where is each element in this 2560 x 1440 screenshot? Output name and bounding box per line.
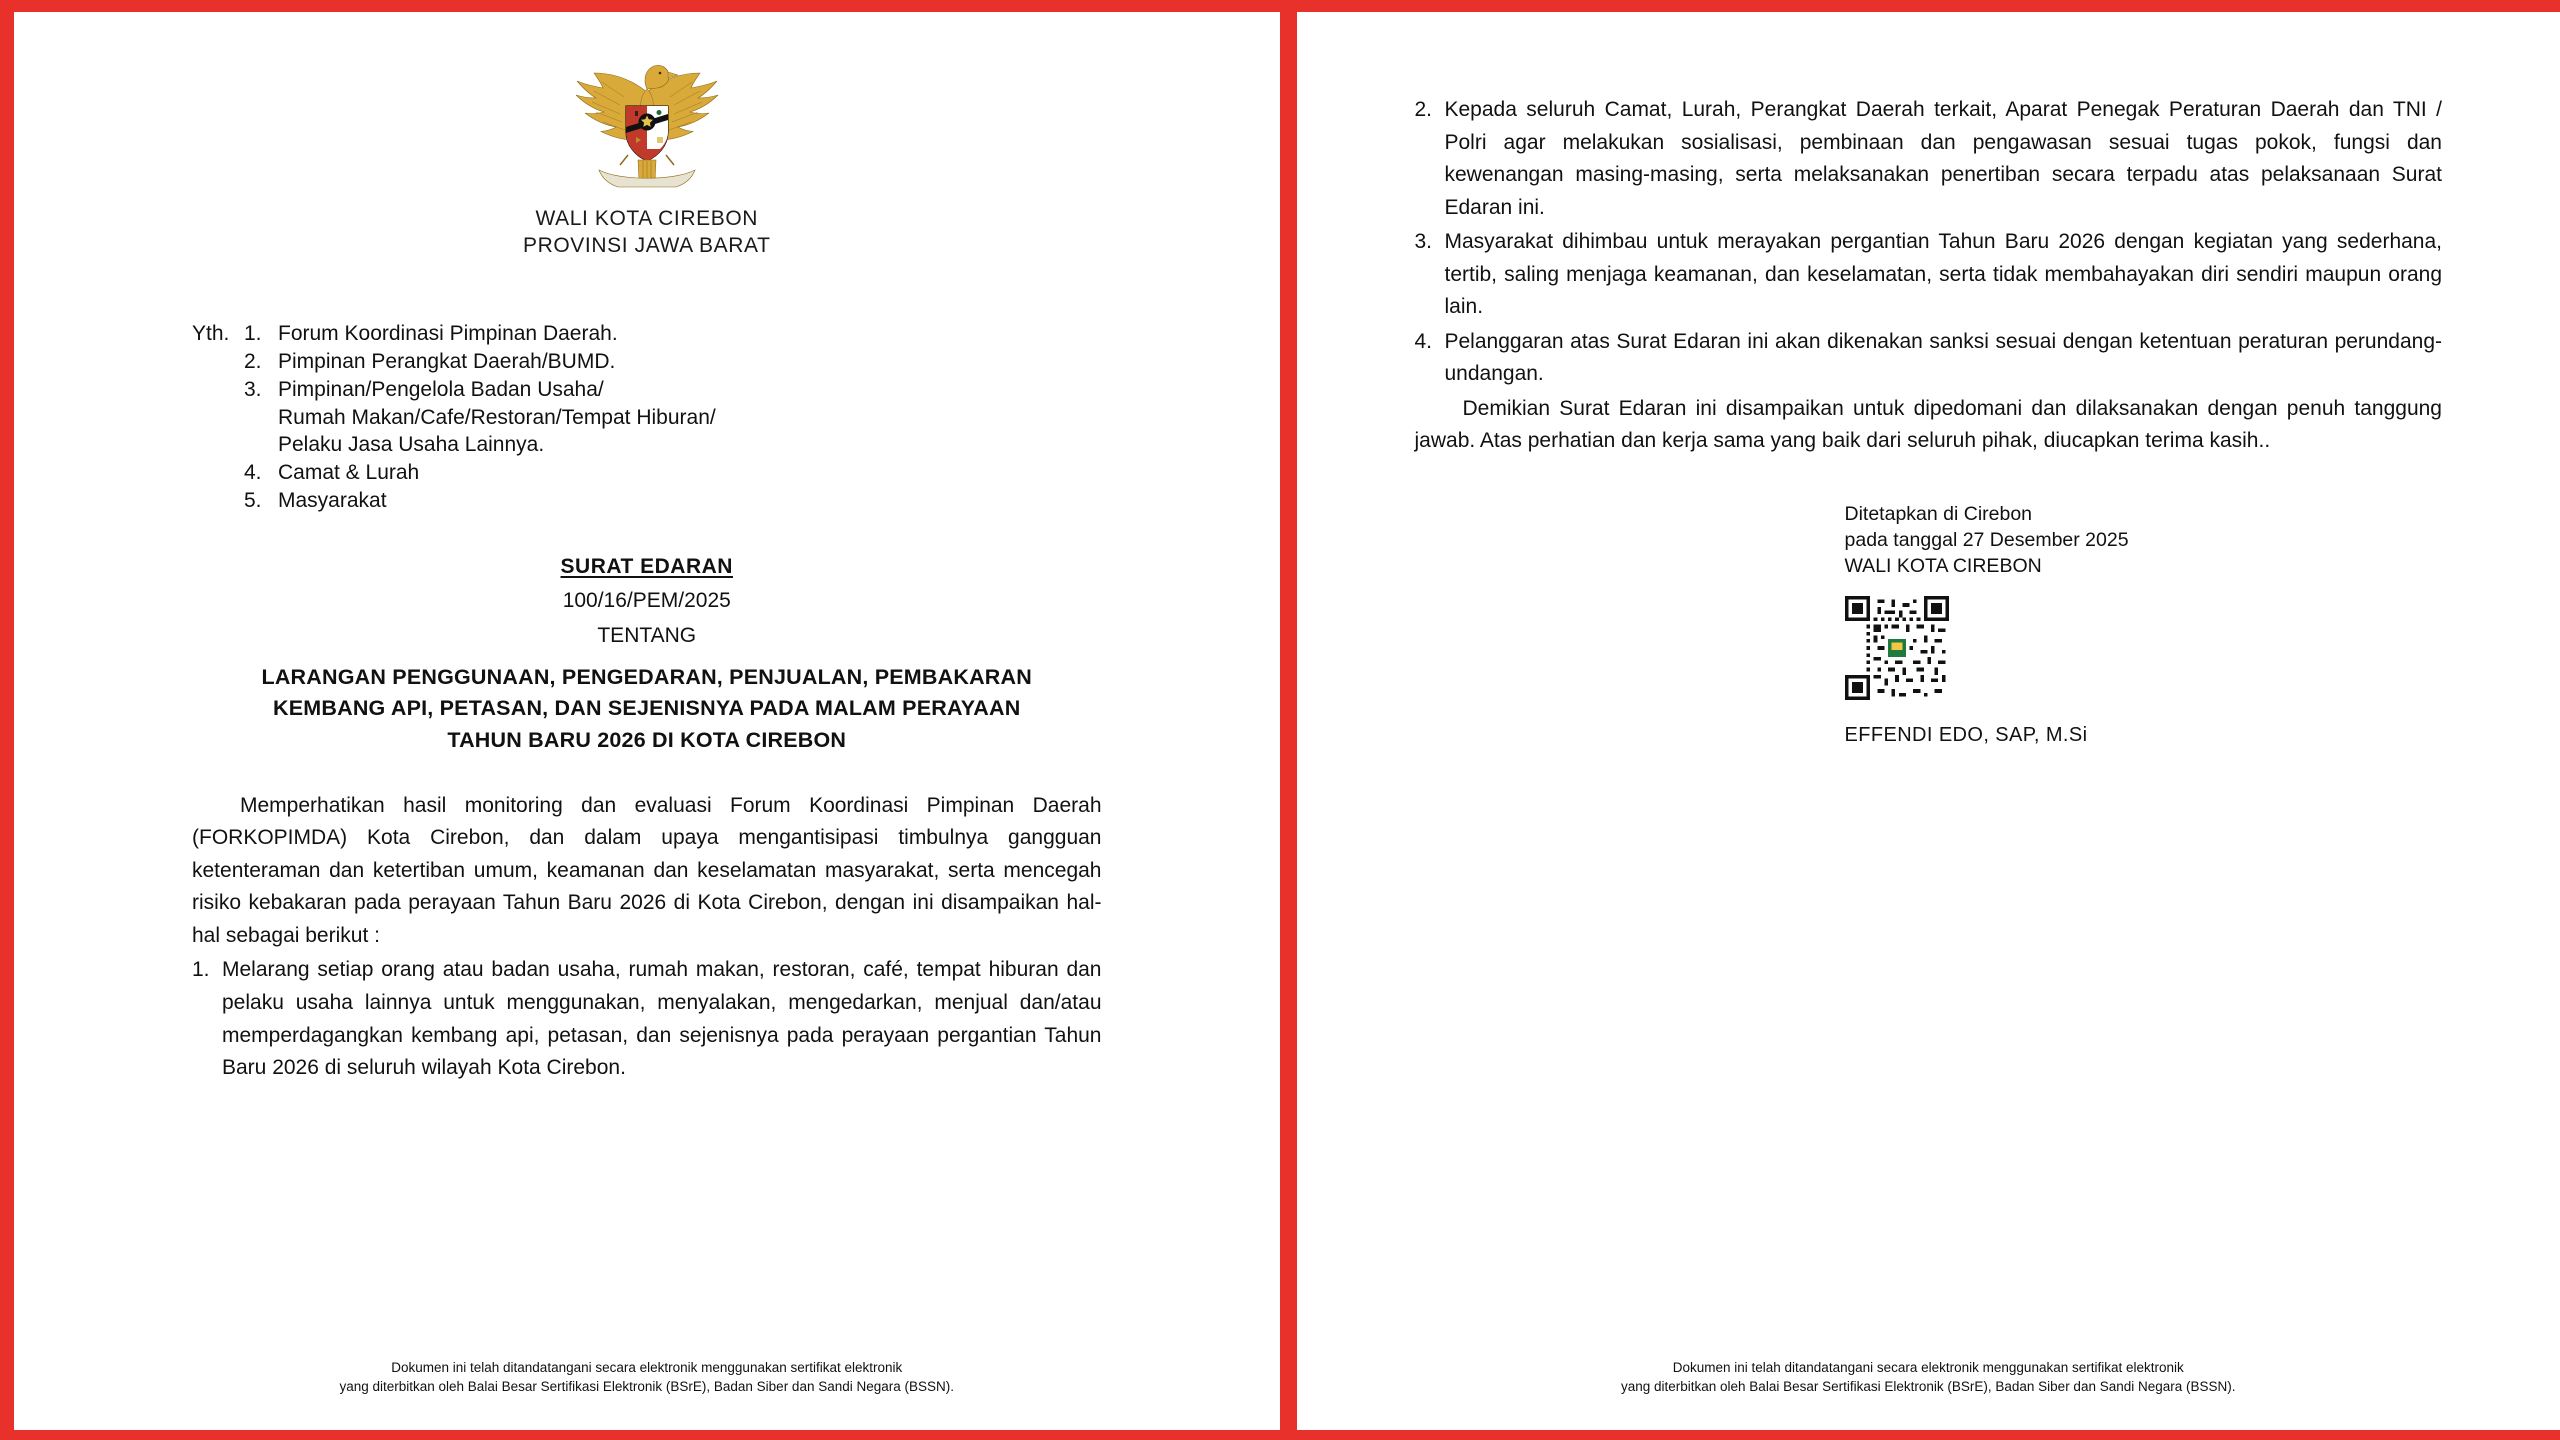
signature-block bbox=[1845, 502, 2443, 748]
subject-line: LARANGAN PENGGUNAAN, PENGEDARAN, PENJUALAN, PEMBAKARAN bbox=[261, 665, 1032, 690]
item-text: Masyarakat dihimbau untuk merayakan pergantian Tahun Baru 2026 dengan kegiatan yang sederhana, tertib, saling menjaga keamanan, dan keselamatan, serta tidak membahayakan diri sendiri maupun orang lain. bbox=[1444, 230, 2442, 319]
qr-code-icon bbox=[1845, 596, 1949, 700]
item-number: 2. bbox=[1414, 98, 1433, 121]
recipient-text bbox=[278, 459, 716, 487]
list-item bbox=[1415, 94, 2443, 224]
list-item bbox=[1415, 326, 2443, 391]
closing-paragraph: Demikian Surat Edaran ini disampaikan untuk dipedomani dan dilaksanakan dengan penuh tanggung jawab. Atas perhatian dan kerja sama yang baik dari seluruh pihak, diucapkan terima kasih.. bbox=[1414, 396, 2442, 453]
recipient-line: Pimpinan Perangkat Daerah/BUMD. bbox=[278, 349, 616, 373]
emblem-container bbox=[14, 62, 1280, 202]
signature-place: Ditetapkan di Cirebon bbox=[1844, 503, 2033, 526]
signature-date: pada tanggal 27 Desember 2025 bbox=[1844, 528, 2129, 551]
document-page-2 bbox=[1297, 12, 2560, 1430]
letterhead-line-1: WALI KOTA CIREBON bbox=[535, 207, 759, 230]
recipient-text bbox=[278, 376, 716, 460]
recipient-text bbox=[278, 320, 716, 348]
list-item bbox=[244, 320, 716, 348]
list-item bbox=[244, 376, 716, 460]
recipient-line: Pelaku Jasa Usaha Lainnya. bbox=[278, 433, 545, 457]
recipient-number: 5. bbox=[244, 489, 262, 513]
recipient-line: Pimpinan/Pengelola Badan Usaha/ bbox=[278, 377, 604, 401]
recipient-number: 1. bbox=[244, 321, 262, 345]
opening-paragraph: Memperhatikan hasil monitoring dan evaluasi Forum Koordinasi Pimpinan Daerah (FORKOPIMDA) Kota Cirebon, dan dalam upaya mengantisipasi timbulnya gangguan ketenteraman dan ketertiban umum, keamanan dan keselamatan masyarakat, serta mencegah risiko kebakaran pada perayaan Tahun Baru 2026 di Kota Cirebon, dengan ini disampaikan hal-hal sebagai berikut : bbox=[192, 793, 1102, 947]
document-body-page-2 bbox=[1415, 94, 2443, 748]
document-title-block bbox=[14, 555, 1280, 756]
document-body-page-1 bbox=[192, 790, 1102, 1085]
footer-line-1: Dokumen ini telah ditandatangani secara elektronik menggunakan sertifikat elektronik bbox=[391, 1359, 903, 1375]
recipient-number: 4. bbox=[244, 461, 262, 485]
garuda-pancasila-emblem-icon bbox=[572, 62, 722, 197]
item-text: Pelanggaran atas Surat Edaran ini akan dikenakan sanksi sesuai dengan ketentuan peraturan perundang-undangan. bbox=[1444, 329, 2442, 386]
footer-line-2: yang diterbitkan oleh Balai Besar Sertifikasi Elektronik (BSrE), Badan Siber dan Sandi Negara (BSSN). bbox=[1620, 1378, 2236, 1394]
document-page-1 bbox=[14, 12, 1280, 1430]
list-item bbox=[244, 487, 716, 515]
item-number: 1. bbox=[192, 958, 210, 982]
signature-office: WALI KOTA CIREBON bbox=[1844, 554, 2042, 577]
recipient-label: Yth. bbox=[192, 321, 230, 345]
document-number: 100/16/PEM/2025 bbox=[562, 589, 731, 613]
electronic-signature-footer bbox=[1297, 1358, 2560, 1396]
item-text: Melarang setiap orang atau badan usaha, rumah makan, restoran, café, tempat hiburan dan pelaku usaha lainnya untuk menggunakan, menyalakan, mengedarkan, menjual dan/atau memperdagangkan kembang api, petasan, dan sejenisnya pada perayaan pergantian Tahun Baru 2026 di seluruh wilayah Kota Cirebon. bbox=[222, 958, 1102, 1080]
recipient-line: Forum Koordinasi Pimpinan Daerah. bbox=[278, 321, 618, 345]
recipient-block bbox=[192, 320, 1280, 515]
letterhead bbox=[14, 206, 1280, 260]
list-item bbox=[244, 459, 716, 487]
subject-line: TAHUN BARU 2026 DI KOTA CIREBON bbox=[447, 727, 847, 752]
recipient-number: 3. bbox=[244, 377, 262, 401]
page-title: SURAT EDARAN bbox=[560, 555, 733, 579]
subject-line: KEMBANG API, PETASAN, DAN SEJENISNYA PADA MALAM PERAYAAN bbox=[273, 696, 1021, 721]
footer-line-1: Dokumen ini telah ditandatangani secara elektronik menggunakan sertifikat elektronik bbox=[1672, 1359, 2184, 1375]
recipient-line: Rumah Makan/Cafe/Restoran/Tempat Hiburan/ bbox=[278, 405, 716, 429]
list-item bbox=[1415, 226, 2443, 324]
footer-line-2: yang diterbitkan oleh Balai Besar Sertifikasi Elektronik (BSrE), Badan Siber dan Sandi Negara (BSSN). bbox=[339, 1378, 955, 1394]
electronic-signature-footer bbox=[14, 1358, 1280, 1396]
recipient-list bbox=[244, 320, 716, 515]
recipient-line: Camat & Lurah bbox=[278, 461, 420, 485]
recipient-text bbox=[278, 348, 716, 376]
signer-name: EFFENDI EDO, SAP, M.Si bbox=[1844, 723, 2088, 746]
recipient-number: 2. bbox=[244, 349, 262, 373]
item-number: 4. bbox=[1414, 329, 1433, 353]
recipient-text bbox=[278, 487, 716, 515]
recipient-line: Masyarakat bbox=[278, 489, 387, 513]
letterhead-line-2: PROVINSI JAWA BARAT bbox=[523, 233, 771, 257]
document-subject bbox=[14, 662, 1280, 756]
about-label: TENTANG bbox=[597, 624, 697, 648]
item-number: 3. bbox=[1414, 230, 1433, 254]
list-item bbox=[244, 348, 716, 376]
list-item bbox=[192, 954, 1102, 1084]
item-text: Kepada seluruh Camat, Lurah, Perangkat Daerah terkait, Aparat Penegak Peraturan Daerah dan TNI / Polri agar melakukan sosialisasi, pembinaan dan pengawasan sesuai tugas pokok, fungsi dan kewenangan masing-masing, serta melaksanakan penertiban secara terpadu atas pelaksanaan Surat Edaran ini. bbox=[1444, 98, 2442, 219]
